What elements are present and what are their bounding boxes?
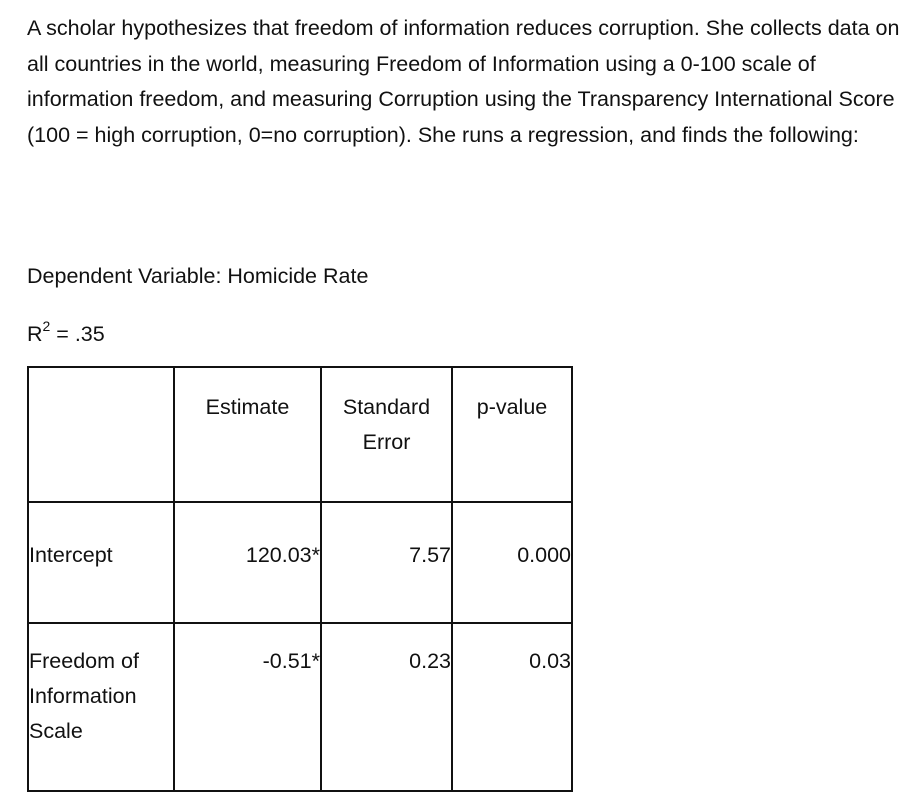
header-empty-cell bbox=[28, 367, 174, 502]
r-squared-line bbox=[27, 313, 105, 349]
table-header-row bbox=[28, 367, 572, 502]
header-p-value: p-value bbox=[452, 367, 572, 502]
intercept-estimate: 120.03* bbox=[174, 502, 321, 623]
problem-statement: A scholar hypothesizes that freedom of information reduces corruption. She collects data on all countries in the world, measuring Freedom of Information using a 0-100 scale of information freedom, and measuring Corruption using the Transparency International Score (100 = high corruption, 0=no corruption). She runs a regression, and finds the following: bbox=[27, 16, 900, 147]
row-label-freedom-of-information: Freedom of Information Scale bbox=[28, 623, 174, 791]
row-label-intercept: Intercept bbox=[28, 502, 174, 623]
r-squared-value: = .35 bbox=[50, 322, 105, 347]
freedom-p-value: 0.03 bbox=[452, 623, 572, 791]
regression-table bbox=[27, 366, 573, 792]
table-row bbox=[28, 623, 572, 791]
r-squared-symbol: R bbox=[27, 322, 43, 347]
freedom-estimate: -0.51* bbox=[174, 623, 321, 791]
dependent-variable-label: Dependent Variable: Homicide Rate bbox=[27, 264, 369, 288]
header-estimate: Estimate bbox=[174, 367, 321, 502]
header-standard-error: Standard Error bbox=[321, 367, 452, 502]
table-row bbox=[28, 502, 572, 623]
intercept-p-value: 0.000 bbox=[452, 502, 572, 623]
intercept-standard-error: 7.57 bbox=[321, 502, 452, 623]
freedom-standard-error: 0.23 bbox=[321, 623, 452, 791]
r-squared-exponent: 2 bbox=[42, 318, 51, 334]
